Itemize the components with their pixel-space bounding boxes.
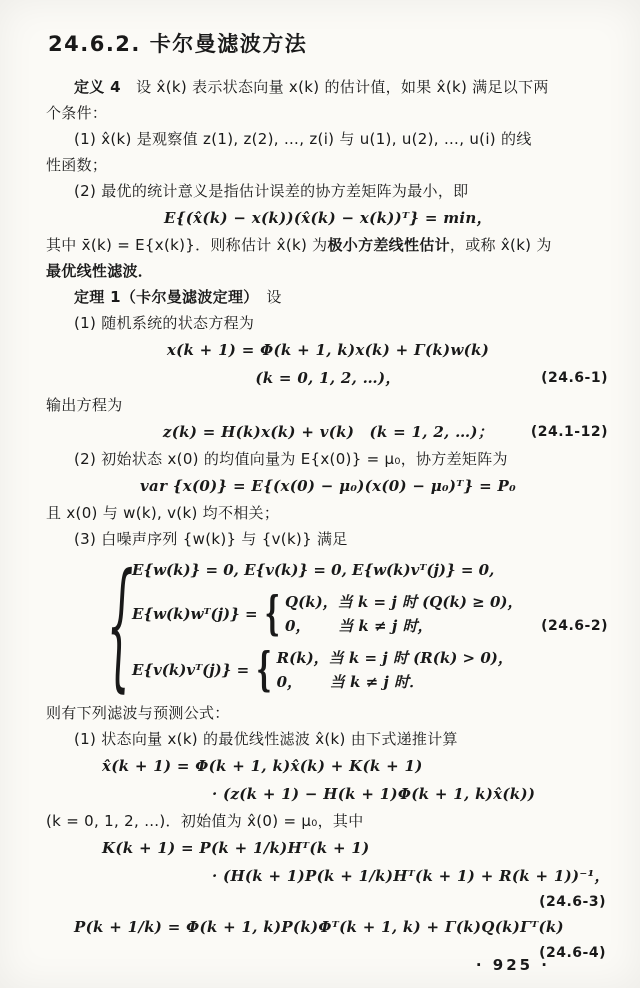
curly-brace-icon: { [256,641,272,697]
equation-prediction-covariance: P(k + 1/k) = Φ(k + 1, k)P(k)Φᵀ(k + 1, k) + Γ(k)Q(k)Γᵀ(k) [74,918,564,936]
equation-text: 0， 当 k ≠ j 时， [285,617,433,635]
equation-text: E{w(k)wᵀ(j)} = [132,605,258,623]
equation-text: R(k)，当 k = j 时 (R(k) > 0)， [276,649,513,667]
text-line: (1) 随机系统的状态方程为 [74,314,255,332]
emphasized-term: 最优线性滤波． [46,262,154,280]
theorem-label: 定理 1（卡尔曼滤波定理） [74,288,252,306]
text-line: 输出方程为 [46,396,123,414]
curly-brace-icon: { [264,585,281,641]
equation-text: z(k) = H(k)x(k) + v(k) (k = 1, 2, …)； [162,423,494,441]
equation-gain: K(k + 1) = P(k + 1/k)Hᵀ(k + 1) [102,839,370,857]
text-line [46,232,610,258]
equation-state: x(k + 1) = Φ(k + 1, k)x(k) + Γ(k)w(k) [166,341,490,359]
section-heading: 24.6.2. 卡尔曼滤波方法 [48,32,308,56]
equation-number: (24.6-3) [539,894,606,910]
equation-text: E{w(k)} = 0, E{v(k)} = 0, E{w(k)vᵀ(j)} = 0, [132,561,495,579]
equation-output [46,418,610,446]
text: 设 x̂(k) 表示状态向量 x(k) 的估计值，如果 x̂(k) 满足以下两 [120,78,549,96]
equation-gain-continued: · (H(k + 1)P(k + 1/k)Hᵀ(k + 1) + R(k + 1))⁻¹， [212,867,610,885]
curly-brace-icon: { [106,543,134,706]
text-line: 且 x(0) 与 w(k), v(k) 均不相关； [46,504,280,522]
text: 设 [251,288,282,306]
equation-system-noise [106,543,610,706]
equation-number: (24.6-4) [539,945,606,961]
equation-filter: x̂(k + 1) = Φ(k + 1, k)x̂(k) + K(k + 1) [102,757,423,775]
equation-cases [132,641,522,697]
equation-variance: var {x(0)} = E{(x(0) − μ₀)(x(0) − μ₀)ᵀ} = P₀ [140,477,516,495]
text-line: (3) 白噪声序列 {w(k)} 与 {v(k)} 满足 [74,530,348,548]
equation-min-covariance: E{(x̂(k) − x(k))(x̂(k) − x(k))ᵀ} = min， [164,209,492,227]
text: 其中 x̄(k) = E{x(k)}．则称估计 x̂(k) 为 [46,236,328,254]
equation-filter-continued: · (z(k + 1) − H(k + 1)Φ(k + 1, k)x̂(k)) [212,785,536,803]
equation-number: (24.1-12) [530,424,608,440]
text-line [46,284,610,310]
equation-number: (24.6-2) [541,618,608,634]
equation-text: Q(k)，当 k = j 时 (Q(k) ≥ 0)， [285,593,523,611]
text-line: (2) 最优的统计意义是指估计误差的协方差矩阵为最小，即 [74,182,469,200]
equation-text: 0， 当 k ≠ j 时． [276,673,425,691]
equation-number: (24.6-1) [541,370,608,386]
equation-system-body [128,556,522,696]
equation-cases [132,585,523,641]
equation-state-range [46,364,610,392]
case-list [285,590,522,638]
text-line: (k = 0, 1, 2, …)．初始值为 x̂(0) = μ₀，其中 [46,812,364,830]
equation-number-row [46,890,610,913]
text-line: 性函数； [46,156,108,174]
text-line: 则有下列滤波与预测公式： [46,704,230,722]
page-number: · 925 · [475,956,550,974]
text-line: (1) x̂(k) 是观察值 z(1), z(2), …, z(i) 与 u(1), u(2), …, u(i) 的线 [74,130,532,148]
text-line: 个条件： [46,104,108,122]
emphasized-term: 极小方差线性估计 [327,236,450,254]
text-line: (1) 状态向量 x(k) 的最优线性滤波 x̂(k) 由下式递推计算 [74,730,458,748]
text-line [46,74,610,100]
definition-label: 定义 4 [74,78,121,96]
equation-text: E{v(k)vᵀ(j)} = [132,661,250,679]
case-list [277,646,513,694]
equation-text: (k = 0, 1, 2, …)， [255,369,401,387]
text-line: (2) 初始状态 x(0) 的均值向量为 E{x(0)} = μ₀，协方差矩阵为 [74,450,508,468]
text: ，或称 x̂(k) 为 [449,236,552,254]
